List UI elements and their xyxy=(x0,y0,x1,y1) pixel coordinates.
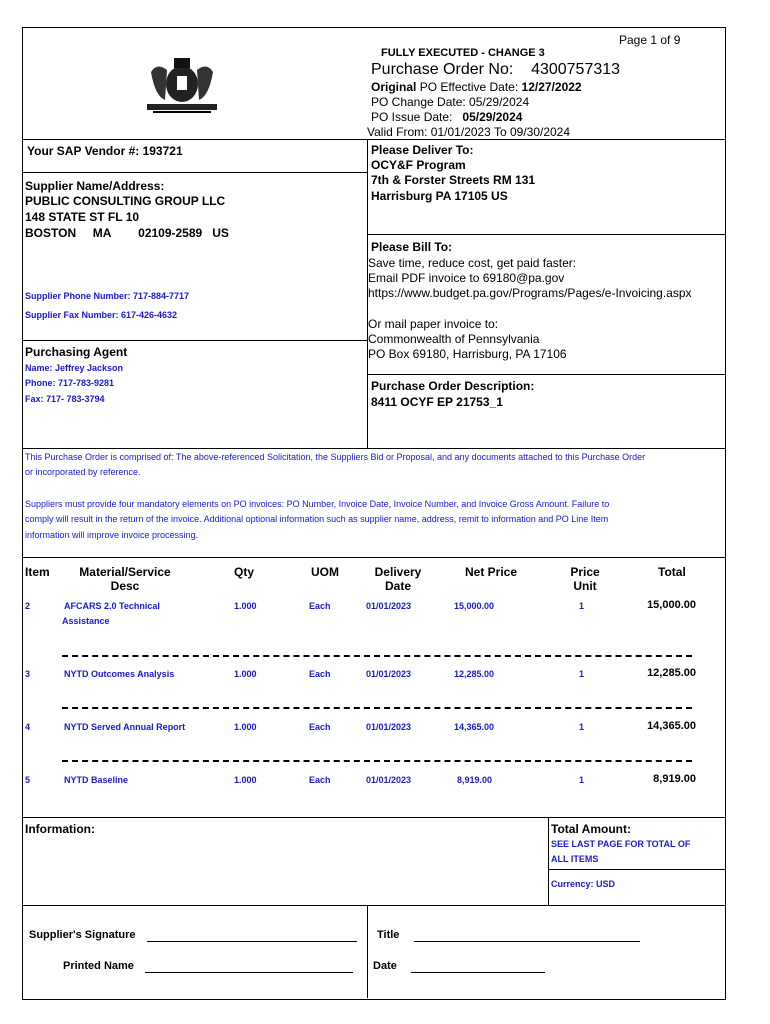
effective-date: 12/27/2022 xyxy=(521,80,582,94)
col-item: Item xyxy=(25,565,50,579)
bill-line-1: Save time, reduce cost, get paid faster: xyxy=(368,256,577,270)
bill-to-label: Please Bill To: xyxy=(371,240,453,254)
col-uom: UOM xyxy=(311,565,339,579)
information-label: Information: xyxy=(25,822,95,836)
agent-phone: Phone: 717-783-9281 xyxy=(25,378,115,388)
bill-line-6: PO Box 69180, Harrisburg, PA 17106 xyxy=(368,347,567,361)
change-date: PO Change Date: 05/29/2024 xyxy=(371,95,530,109)
supplier-name: PUBLIC CONSULTING GROUP LLC xyxy=(25,194,226,208)
po-description-label: Purchase Order Description: xyxy=(371,379,535,393)
title-label: Title xyxy=(377,929,400,941)
row-separator xyxy=(62,707,692,709)
col-net-price: Net Price xyxy=(465,565,518,579)
total-amount-label: Total Amount: xyxy=(551,822,631,836)
effective-date-line: Original PO Effective Date: 12/27/2022 xyxy=(371,80,582,94)
col-price-unit: Price Unit xyxy=(570,565,600,593)
deliver-to-label: Please Deliver To: xyxy=(371,143,474,157)
sap-vendor-number: Your SAP Vendor #: 193721 xyxy=(27,144,183,158)
date-label: Date xyxy=(373,960,397,972)
bill-line-4: Or mail paper invoice to: xyxy=(368,317,499,331)
col-qty: Qty xyxy=(234,565,255,579)
bill-line-5: Commonwealth of Pennsylvania xyxy=(368,332,540,346)
terms-note-1a: This Purchase Order is comprised of: The above-referenced Solicitation, the Suppliers Bid or Proposal, and any documents attached to this Purchase Order xyxy=(25,452,646,462)
title-field[interactable] xyxy=(414,929,640,942)
col-desc: Material/Service Desc xyxy=(79,565,171,593)
supplier-fax: Supplier Fax Number: 617-426-4632 xyxy=(25,310,178,320)
deliver-line-3: Harrisburg PA 17105 US xyxy=(371,189,508,203)
po-number-line xyxy=(371,61,620,79)
supplier-street: 148 STATE ST FL 10 xyxy=(25,210,140,224)
total-note-2: ALL ITEMS xyxy=(551,854,599,864)
col-delivery: Delivery Date xyxy=(374,565,422,593)
supplier-phone: Supplier Phone Number: 717-884-7717 xyxy=(25,291,190,301)
date-field[interactable] xyxy=(411,960,545,973)
terms-note-1b: or incorporated by reference. xyxy=(25,467,141,477)
supplier-name-label: Supplier Name/Address: xyxy=(25,179,165,193)
agent-name: Name: Jeffrey Jackson xyxy=(25,363,124,373)
supplier-city-line: BOSTON MA 02109-2589 US xyxy=(25,226,229,240)
pennsylvania-seal-icon xyxy=(143,50,221,118)
valid-range: Valid From: 01/01/2023 To 09/30/2024 xyxy=(367,125,571,139)
agent-fax: Fax: 717- 783-3794 xyxy=(25,394,105,404)
row-separator xyxy=(62,760,692,762)
total-note-1: SEE LAST PAGE FOR TOTAL OF xyxy=(551,839,691,849)
deliver-line-2: 7th & Forster Streets RM 131 xyxy=(371,173,536,187)
bill-email: Email PDF invoice to 69180@pa.gov xyxy=(368,271,565,285)
po-description: 8411 OCYF EP 21753_1 xyxy=(371,395,503,409)
printed-name-field[interactable] xyxy=(145,960,353,973)
page-number: Page 1 of 9 xyxy=(619,33,681,47)
currency: Currency: USD xyxy=(551,879,616,889)
po-status: FULLY EXECUTED - CHANGE 3 xyxy=(381,47,545,59)
terms-note-2a: Suppliers must provide four mandatory elements on PO invoices: PO Number, Invoice Date, Invoice Number, and Invoice Gross Amount. Failure to xyxy=(25,499,610,509)
bill-url: https://www.budget.pa.gov/Programs/Pages/e-Invoicing.aspx xyxy=(368,286,692,300)
printed-name-label: Printed Name xyxy=(63,960,134,972)
po-number: 4300757313 xyxy=(531,61,621,78)
row-separator xyxy=(62,655,692,657)
deliver-line-1: OCY&F Program xyxy=(371,158,466,172)
issue-date: 05/29/2024 xyxy=(462,110,523,124)
col-total: Total xyxy=(658,565,686,579)
terms-note-2c: information will improve invoice processing. xyxy=(25,530,199,540)
issue-date-line: PO Issue Date: 05/29/2024 xyxy=(371,110,523,124)
supplier-signature-label: Supplier's Signature xyxy=(29,929,136,941)
terms-note-2b: comply will result in the return of the invoice. Additional optional information such as supplier name, address, remit to information and PO Line Item xyxy=(25,514,609,524)
supplier-signature-field[interactable] xyxy=(147,929,357,942)
purchasing-agent-label: Purchasing Agent xyxy=(25,345,128,359)
po-number-label: Purchase Order No: xyxy=(371,61,514,78)
